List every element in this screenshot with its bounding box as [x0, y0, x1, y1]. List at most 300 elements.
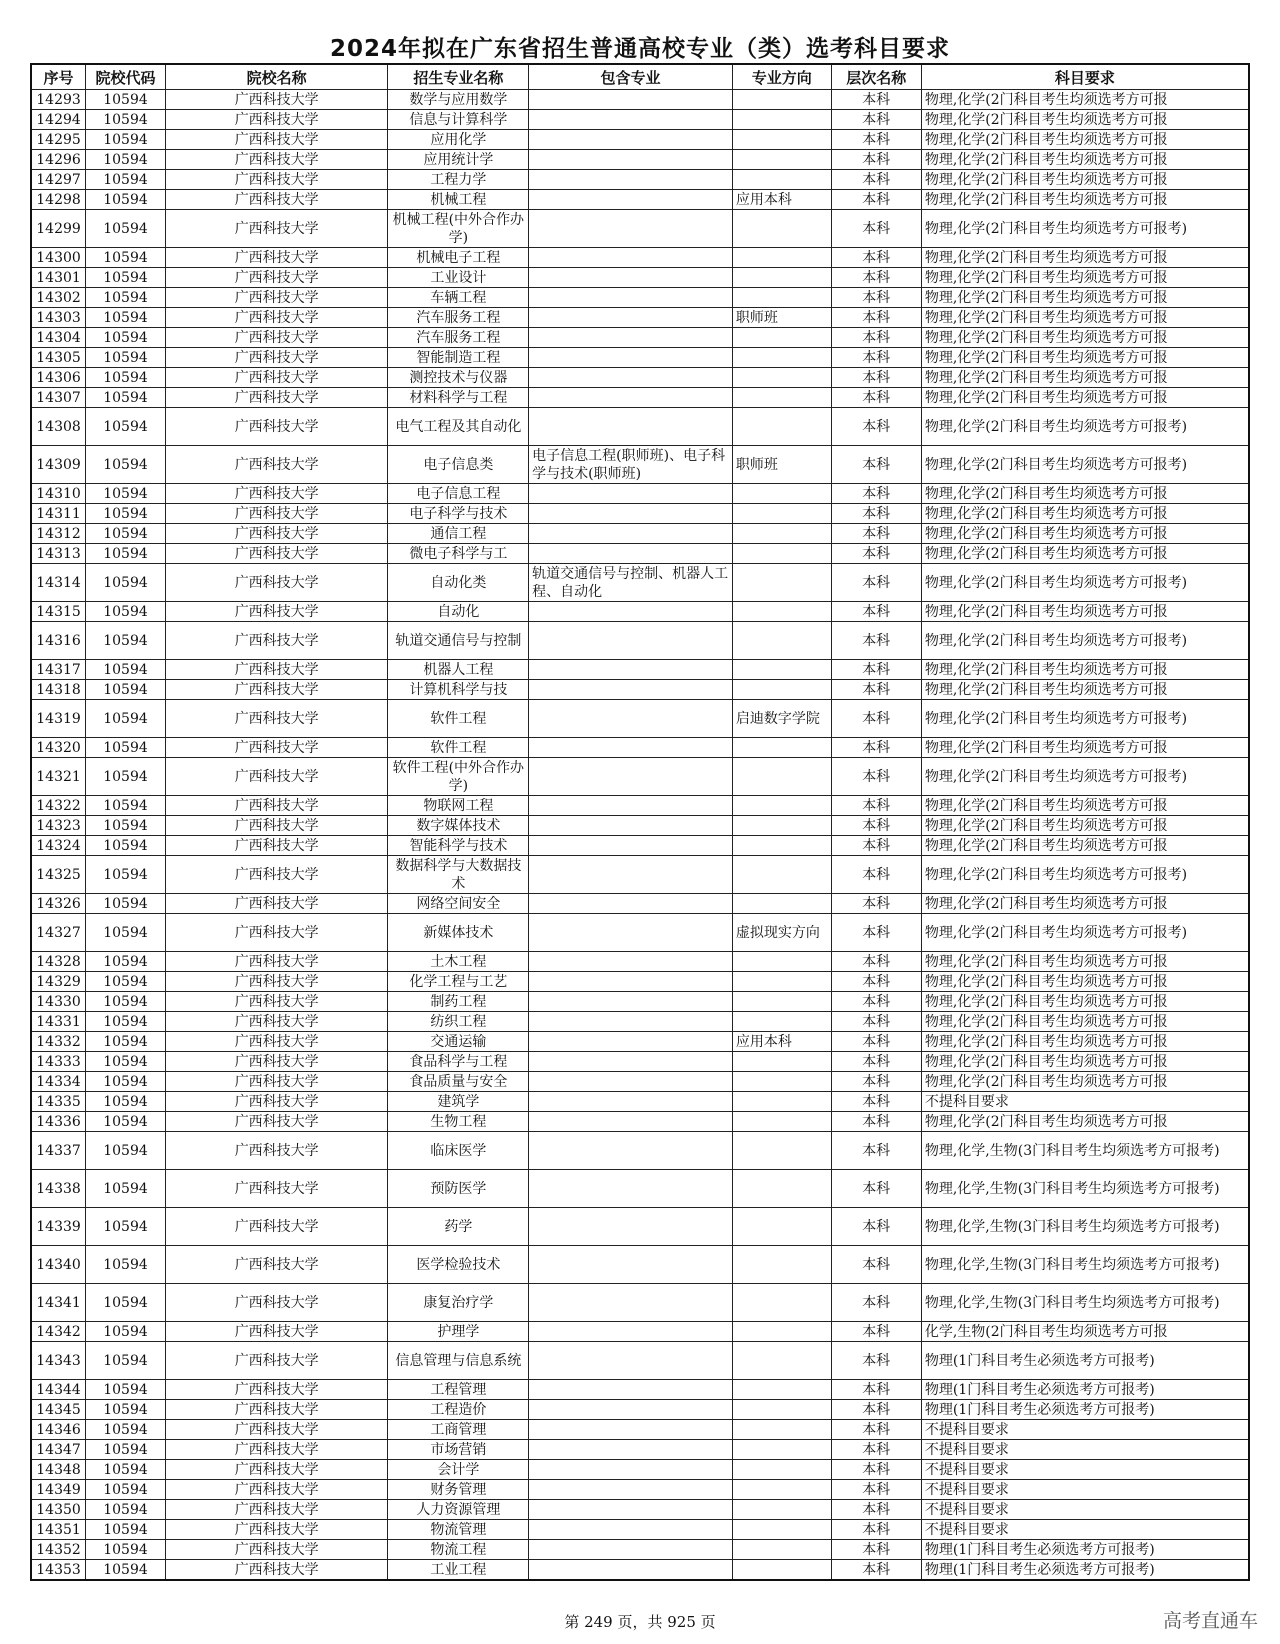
cell-school-name: 广西科技大学 — [165, 504, 388, 524]
cell-school-code: 10594 — [86, 680, 166, 700]
cell-seq: 14313 — [31, 544, 86, 564]
table-row — [31, 1380, 1249, 1400]
cell-major-name: 微电子科学与工 — [388, 544, 529, 564]
cell-direction — [732, 1560, 831, 1581]
cell-direction: 启迪数字学院 — [732, 700, 831, 738]
cell-major-name: 医学检验技术 — [388, 1246, 529, 1284]
cell-major-name: 物流管理 — [388, 1520, 529, 1540]
cell-included-majors — [529, 1500, 733, 1520]
cell-included-majors: 电子信息工程(职师班)、电子科学与技术(职师班) — [529, 446, 733, 484]
cell-level: 本科 — [831, 952, 921, 972]
cell-seq: 14296 — [31, 150, 86, 170]
cell-direction — [732, 1440, 831, 1460]
cell-seq: 14343 — [31, 1342, 86, 1380]
cell-major-name: 智能制造工程 — [388, 348, 529, 368]
cell-seq: 14344 — [31, 1380, 86, 1400]
cell-subject-requirement: 物理,化学(2门科目考生均须选考方可报 — [921, 680, 1249, 700]
cell-subject-requirement: 物理,化学(2门科目考生均须选考方可报 — [921, 288, 1249, 308]
cell-level: 本科 — [831, 150, 921, 170]
cell-included-majors — [529, 1380, 733, 1400]
cell-included-majors — [529, 268, 733, 288]
cell-level: 本科 — [831, 484, 921, 504]
cell-seq: 14352 — [31, 1540, 86, 1560]
table-row — [31, 1092, 1249, 1112]
cell-school-name: 广西科技大学 — [165, 1500, 388, 1520]
cell-major-name: 物流工程 — [388, 1540, 529, 1560]
cell-subject-requirement: 物理,化学(2门科目考生均须选考方可报 — [921, 894, 1249, 914]
cell-major-name: 建筑学 — [388, 1092, 529, 1112]
cell-direction — [732, 1480, 831, 1500]
cell-school-code: 10594 — [86, 288, 166, 308]
cell-subject-requirement: 物理,化学(2门科目考生均须选考方可报 — [921, 524, 1249, 544]
cell-subject-requirement: 物理,化学,生物(3门科目考生均须选考方可报考) — [921, 1132, 1249, 1170]
cell-level: 本科 — [831, 446, 921, 484]
cell-subject-requirement: 物理,化学(2门科目考生均须选考方可报 — [921, 90, 1249, 110]
cell-major-name: 数据科学与大数据技术 — [388, 856, 529, 894]
cell-school-name: 广西科技大学 — [165, 1284, 388, 1322]
cell-school-code: 10594 — [86, 1112, 166, 1132]
table-row — [31, 1560, 1249, 1581]
cell-direction — [732, 758, 831, 796]
cell-major-name: 预防医学 — [388, 1170, 529, 1208]
cell-included-majors — [529, 288, 733, 308]
cell-direction — [732, 856, 831, 894]
cell-level: 本科 — [831, 1052, 921, 1072]
cell-included-majors — [529, 1112, 733, 1132]
cell-level: 本科 — [831, 248, 921, 268]
cell-subject-requirement: 不提科目要求 — [921, 1520, 1249, 1540]
table-row — [31, 894, 1249, 914]
cell-school-code: 10594 — [86, 110, 166, 130]
table-row — [31, 622, 1249, 660]
cell-school-name: 广西科技大学 — [165, 1012, 388, 1032]
cell-level: 本科 — [831, 130, 921, 150]
cell-school-code: 10594 — [86, 1400, 166, 1420]
cell-major-name: 市场营销 — [388, 1440, 529, 1460]
cell-major-name: 机械工程 — [388, 190, 529, 210]
cell-school-name: 广西科技大学 — [165, 1208, 388, 1246]
cell-seq: 14333 — [31, 1052, 86, 1072]
cell-school-name: 广西科技大学 — [165, 972, 388, 992]
cell-included-majors — [529, 524, 733, 544]
cell-school-name: 广西科技大学 — [165, 170, 388, 190]
table-row — [31, 1170, 1249, 1208]
cell-school-code: 10594 — [86, 602, 166, 622]
cell-school-code: 10594 — [86, 1132, 166, 1170]
cell-included-majors — [529, 992, 733, 1012]
cell-included-majors — [529, 1342, 733, 1380]
cell-level: 本科 — [831, 544, 921, 564]
cell-direction — [732, 602, 831, 622]
cell-school-code: 10594 — [86, 836, 166, 856]
cell-subject-requirement: 物理,化学(2门科目考生均须选考方可报 — [921, 504, 1249, 524]
cell-direction — [732, 524, 831, 544]
cell-school-code: 10594 — [86, 248, 166, 268]
cell-school-name: 广西科技大学 — [165, 110, 388, 130]
cell-school-name: 广西科技大学 — [165, 894, 388, 914]
cell-direction — [732, 1170, 831, 1208]
cell-subject-requirement: 物理,化学,生物(3门科目考生均须选考方可报考) — [921, 1246, 1249, 1284]
cell-included-majors — [529, 660, 733, 680]
cell-direction — [732, 90, 831, 110]
cell-included-majors — [529, 914, 733, 952]
cell-direction — [732, 1112, 831, 1132]
cell-level: 本科 — [831, 210, 921, 248]
cell-major-name: 纺织工程 — [388, 1012, 529, 1032]
table-row — [31, 210, 1249, 248]
table-row — [31, 914, 1249, 952]
cell-direction — [732, 130, 831, 150]
table-row — [31, 1132, 1249, 1170]
cell-subject-requirement: 物理,化学(2门科目考生均须选考方可报 — [921, 368, 1249, 388]
cell-level: 本科 — [831, 504, 921, 524]
cell-subject-requirement: 物理,化学(2门科目考生均须选考方可报 — [921, 1052, 1249, 1072]
cell-major-name: 自动化 — [388, 602, 529, 622]
cell-level: 本科 — [831, 700, 921, 738]
table-row — [31, 248, 1249, 268]
cell-major-name: 工程力学 — [388, 170, 529, 190]
cell-seq: 14298 — [31, 190, 86, 210]
cell-seq: 14349 — [31, 1480, 86, 1500]
cell-included-majors — [529, 1560, 733, 1581]
cell-direction — [732, 1420, 831, 1440]
cell-school-name: 广西科技大学 — [165, 1560, 388, 1581]
cell-included-majors — [529, 894, 733, 914]
cell-major-name: 交通运输 — [388, 1032, 529, 1052]
table-row — [31, 190, 1249, 210]
table-row — [31, 992, 1249, 1012]
cell-school-name: 广西科技大学 — [165, 700, 388, 738]
cell-seq: 14332 — [31, 1032, 86, 1052]
table-row — [31, 268, 1249, 288]
cell-seq: 14307 — [31, 388, 86, 408]
cell-school-name: 广西科技大学 — [165, 1092, 388, 1112]
cell-direction — [732, 170, 831, 190]
cell-seq: 14293 — [31, 90, 86, 110]
cell-major-name: 数字媒体技术 — [388, 816, 529, 836]
cell-level: 本科 — [831, 288, 921, 308]
cell-school-code: 10594 — [86, 816, 166, 836]
cell-school-code: 10594 — [86, 90, 166, 110]
cell-major-name: 人力资源管理 — [388, 1500, 529, 1520]
cell-level: 本科 — [831, 1170, 921, 1208]
header-school-name: 院校名称 — [165, 64, 388, 90]
cell-direction — [732, 1208, 831, 1246]
cell-direction — [732, 1500, 831, 1520]
cell-subject-requirement: 物理,化学(2门科目考生均须选考方可报考) — [921, 564, 1249, 602]
cell-level: 本科 — [831, 1380, 921, 1400]
cell-level: 本科 — [831, 1520, 921, 1540]
cell-included-majors — [529, 368, 733, 388]
cell-school-name: 广西科技大学 — [165, 484, 388, 504]
cell-major-name: 电气工程及其自动化 — [388, 408, 529, 446]
cell-school-name: 广西科技大学 — [165, 544, 388, 564]
table-row — [31, 836, 1249, 856]
cell-included-majors — [529, 544, 733, 564]
cell-school-name: 广西科技大学 — [165, 1400, 388, 1420]
cell-seq: 14341 — [31, 1284, 86, 1322]
cell-subject-requirement: 物理,化学(2门科目考生均须选考方可报考) — [921, 446, 1249, 484]
cell-level: 本科 — [831, 90, 921, 110]
cell-school-code: 10594 — [86, 1420, 166, 1440]
table-body — [31, 90, 1249, 1581]
table-header-row — [31, 64, 1249, 90]
table-row — [31, 110, 1249, 130]
cell-included-majors — [529, 248, 733, 268]
cell-school-name: 广西科技大学 — [165, 1540, 388, 1560]
cell-included-majors — [529, 1540, 733, 1560]
cell-school-name: 广西科技大学 — [165, 564, 388, 602]
cell-school-code: 10594 — [86, 992, 166, 1012]
cell-level: 本科 — [831, 564, 921, 602]
cell-seq: 14300 — [31, 248, 86, 268]
cell-school-name: 广西科技大学 — [165, 1052, 388, 1072]
cell-included-majors — [529, 130, 733, 150]
cell-direction — [732, 972, 831, 992]
cell-school-code: 10594 — [86, 190, 166, 210]
cell-school-code: 10594 — [86, 308, 166, 328]
cell-major-name: 机器人工程 — [388, 660, 529, 680]
cell-seq: 14345 — [31, 1400, 86, 1420]
cell-subject-requirement: 物理(1门科目考生必须选考方可报考) — [921, 1540, 1249, 1560]
cell-major-name: 工业工程 — [388, 1560, 529, 1581]
table-row — [31, 1032, 1249, 1052]
cell-direction — [732, 504, 831, 524]
table-row — [31, 1246, 1249, 1284]
cell-direction — [732, 1246, 831, 1284]
cell-school-name: 广西科技大学 — [165, 1112, 388, 1132]
cell-seq: 14353 — [31, 1560, 86, 1581]
cell-school-name: 广西科技大学 — [165, 524, 388, 544]
cell-school-code: 10594 — [86, 1170, 166, 1208]
cell-subject-requirement: 物理,化学,生物(3门科目考生均须选考方可报考) — [921, 1284, 1249, 1322]
table-row — [31, 1400, 1249, 1420]
cell-major-name: 工程造价 — [388, 1400, 529, 1420]
cell-level: 本科 — [831, 758, 921, 796]
cell-major-name: 网络空间安全 — [388, 894, 529, 914]
cell-level: 本科 — [831, 308, 921, 328]
cell-school-code: 10594 — [86, 210, 166, 248]
table-row — [31, 544, 1249, 564]
cell-direction — [732, 1284, 831, 1322]
cell-major-name: 软件工程(中外合作办学) — [388, 758, 529, 796]
cell-direction — [732, 992, 831, 1012]
cell-seq: 14342 — [31, 1322, 86, 1342]
cell-level: 本科 — [831, 992, 921, 1012]
cell-seq: 14319 — [31, 700, 86, 738]
cell-level: 本科 — [831, 602, 921, 622]
cell-school-name: 广西科技大学 — [165, 368, 388, 388]
table-row — [31, 446, 1249, 484]
cell-included-majors — [529, 1052, 733, 1072]
cell-major-name: 土木工程 — [388, 952, 529, 972]
cell-direction — [732, 1520, 831, 1540]
table-row — [31, 288, 1249, 308]
cell-school-name: 广西科技大学 — [165, 816, 388, 836]
cell-major-name: 应用统计学 — [388, 150, 529, 170]
cell-school-name: 广西科技大学 — [165, 1440, 388, 1460]
cell-school-name: 广西科技大学 — [165, 602, 388, 622]
cell-school-code: 10594 — [86, 544, 166, 564]
cell-level: 本科 — [831, 110, 921, 130]
cell-subject-requirement: 物理(1门科目考生必须选考方可报考) — [921, 1342, 1249, 1380]
cell-subject-requirement: 物理,化学(2门科目考生均须选考方可报 — [921, 484, 1249, 504]
cell-subject-requirement: 物理,化学(2门科目考生均须选考方可报 — [921, 1072, 1249, 1092]
table-row — [31, 1052, 1249, 1072]
cell-direction — [732, 1012, 831, 1032]
cell-school-code: 10594 — [86, 130, 166, 150]
page-title: 2024年拟在广东省招生普通高校专业（类）选考科目要求 — [329, 36, 950, 62]
cell-subject-requirement: 物理,化学(2门科目考生均须选考方可报考) — [921, 622, 1249, 660]
cell-seq: 14328 — [31, 952, 86, 972]
cell-level: 本科 — [831, 170, 921, 190]
cell-included-majors — [529, 816, 733, 836]
cell-included-majors — [529, 1460, 733, 1480]
table-row — [31, 408, 1249, 446]
cell-major-name: 电子科学与技术 — [388, 504, 529, 524]
cell-direction — [732, 408, 831, 446]
cell-direction: 虚拟现实方向 — [732, 914, 831, 952]
cell-direction — [732, 660, 831, 680]
cell-subject-requirement: 物理,化学,生物(3门科目考生均须选考方可报考) — [921, 1170, 1249, 1208]
cell-school-name: 广西科技大学 — [165, 408, 388, 446]
cell-included-majors — [529, 308, 733, 328]
cell-subject-requirement: 物理,化学(2门科目考生均须选考方可报 — [921, 660, 1249, 680]
cell-level: 本科 — [831, 348, 921, 368]
cell-seq: 14351 — [31, 1520, 86, 1540]
cell-direction — [732, 1072, 831, 1092]
cell-direction — [732, 210, 831, 248]
cell-major-name: 软件工程 — [388, 738, 529, 758]
cell-school-code: 10594 — [86, 1342, 166, 1380]
cell-included-majors — [529, 388, 733, 408]
cell-school-name: 广西科技大学 — [165, 1460, 388, 1480]
table-row — [31, 680, 1249, 700]
cell-school-code: 10594 — [86, 1560, 166, 1581]
cell-level: 本科 — [831, 680, 921, 700]
table-row — [31, 524, 1249, 544]
cell-level: 本科 — [831, 796, 921, 816]
cell-level: 本科 — [831, 972, 921, 992]
cell-level: 本科 — [831, 268, 921, 288]
cell-major-name: 化学工程与工艺 — [388, 972, 529, 992]
cell-direction: 职师班 — [732, 308, 831, 328]
table-row — [31, 328, 1249, 348]
header-major-name: 招生专业名称 — [388, 64, 529, 90]
cell-major-name: 软件工程 — [388, 700, 529, 738]
cell-school-code: 10594 — [86, 1072, 166, 1092]
cell-level: 本科 — [831, 388, 921, 408]
cell-included-majors — [529, 1170, 733, 1208]
cell-seq: 14338 — [31, 1170, 86, 1208]
cell-seq: 14339 — [31, 1208, 86, 1246]
table-row — [31, 504, 1249, 524]
cell-school-code: 10594 — [86, 1520, 166, 1540]
cell-school-code: 10594 — [86, 504, 166, 524]
table-row — [31, 816, 1249, 836]
cell-school-name: 广西科技大学 — [165, 1322, 388, 1342]
cell-school-code: 10594 — [86, 972, 166, 992]
cell-seq: 14322 — [31, 796, 86, 816]
cell-included-majors — [529, 170, 733, 190]
cell-seq: 14299 — [31, 210, 86, 248]
header-level: 层次名称 — [831, 64, 921, 90]
cell-subject-requirement: 不提科目要求 — [921, 1092, 1249, 1112]
cell-included-majors — [529, 700, 733, 738]
table-row — [31, 758, 1249, 796]
cell-subject-requirement: 物理(1门科目考生必须选考方可报考) — [921, 1560, 1249, 1581]
cell-school-name: 广西科技大学 — [165, 90, 388, 110]
cell-school-name: 广西科技大学 — [165, 1520, 388, 1540]
cell-seq: 14304 — [31, 328, 86, 348]
cell-subject-requirement: 物理,化学(2门科目考生均须选考方可报 — [921, 992, 1249, 1012]
cell-level: 本科 — [831, 1132, 921, 1170]
cell-school-name: 广西科技大学 — [165, 1420, 388, 1440]
table-row — [31, 348, 1249, 368]
cell-subject-requirement: 物理,化学(2门科目考生均须选考方可报 — [921, 796, 1249, 816]
cell-school-code: 10594 — [86, 348, 166, 368]
table-row — [31, 660, 1249, 680]
cell-subject-requirement: 物理(1门科目考生必须选考方可报考) — [921, 1400, 1249, 1420]
cell-included-majors — [529, 836, 733, 856]
table-row — [31, 1480, 1249, 1500]
table-row — [31, 1420, 1249, 1440]
cell-major-name: 康复治疗学 — [388, 1284, 529, 1322]
cell-included-majors — [529, 1420, 733, 1440]
cell-direction — [732, 796, 831, 816]
cell-seq: 14309 — [31, 446, 86, 484]
table-row — [31, 1500, 1249, 1520]
cell-subject-requirement: 物理,化学(2门科目考生均须选考方可报考) — [921, 856, 1249, 894]
cell-level: 本科 — [831, 524, 921, 544]
table-row — [31, 796, 1249, 816]
cell-direction — [732, 1380, 831, 1400]
table-row — [31, 700, 1249, 738]
cell-included-majors — [529, 1012, 733, 1032]
cell-school-name: 广西科技大学 — [165, 914, 388, 952]
cell-school-name: 广西科技大学 — [165, 622, 388, 660]
cell-school-code: 10594 — [86, 1540, 166, 1560]
cell-school-name: 广西科技大学 — [165, 150, 388, 170]
cell-school-name: 广西科技大学 — [165, 758, 388, 796]
page-number: 第 249 页，共 925 页 — [564, 1613, 716, 1631]
cell-subject-requirement: 不提科目要求 — [921, 1500, 1249, 1520]
header-subject-requirement: 科目要求 — [921, 64, 1249, 90]
cell-direction — [732, 1132, 831, 1170]
cell-included-majors — [529, 1246, 733, 1284]
cell-school-name: 广西科技大学 — [165, 1132, 388, 1170]
cell-school-code: 10594 — [86, 408, 166, 446]
cell-direction — [732, 150, 831, 170]
cell-subject-requirement: 物理,化学(2门科目考生均须选考方可报 — [921, 1032, 1249, 1052]
table-row — [31, 1112, 1249, 1132]
cell-seq: 14302 — [31, 288, 86, 308]
cell-school-name: 广西科技大学 — [165, 288, 388, 308]
cell-direction — [732, 1322, 831, 1342]
cell-seq: 14337 — [31, 1132, 86, 1170]
cell-seq: 14297 — [31, 170, 86, 190]
cell-seq: 14334 — [31, 1072, 86, 1092]
table-row — [31, 1540, 1249, 1560]
cell-school-code: 10594 — [86, 1500, 166, 1520]
cell-level: 本科 — [831, 856, 921, 894]
cell-school-name: 广西科技大学 — [165, 1032, 388, 1052]
cell-direction — [732, 952, 831, 972]
cell-seq: 14321 — [31, 758, 86, 796]
cell-major-name: 财务管理 — [388, 1480, 529, 1500]
cell-seq: 14327 — [31, 914, 86, 952]
cell-included-majors — [529, 972, 733, 992]
